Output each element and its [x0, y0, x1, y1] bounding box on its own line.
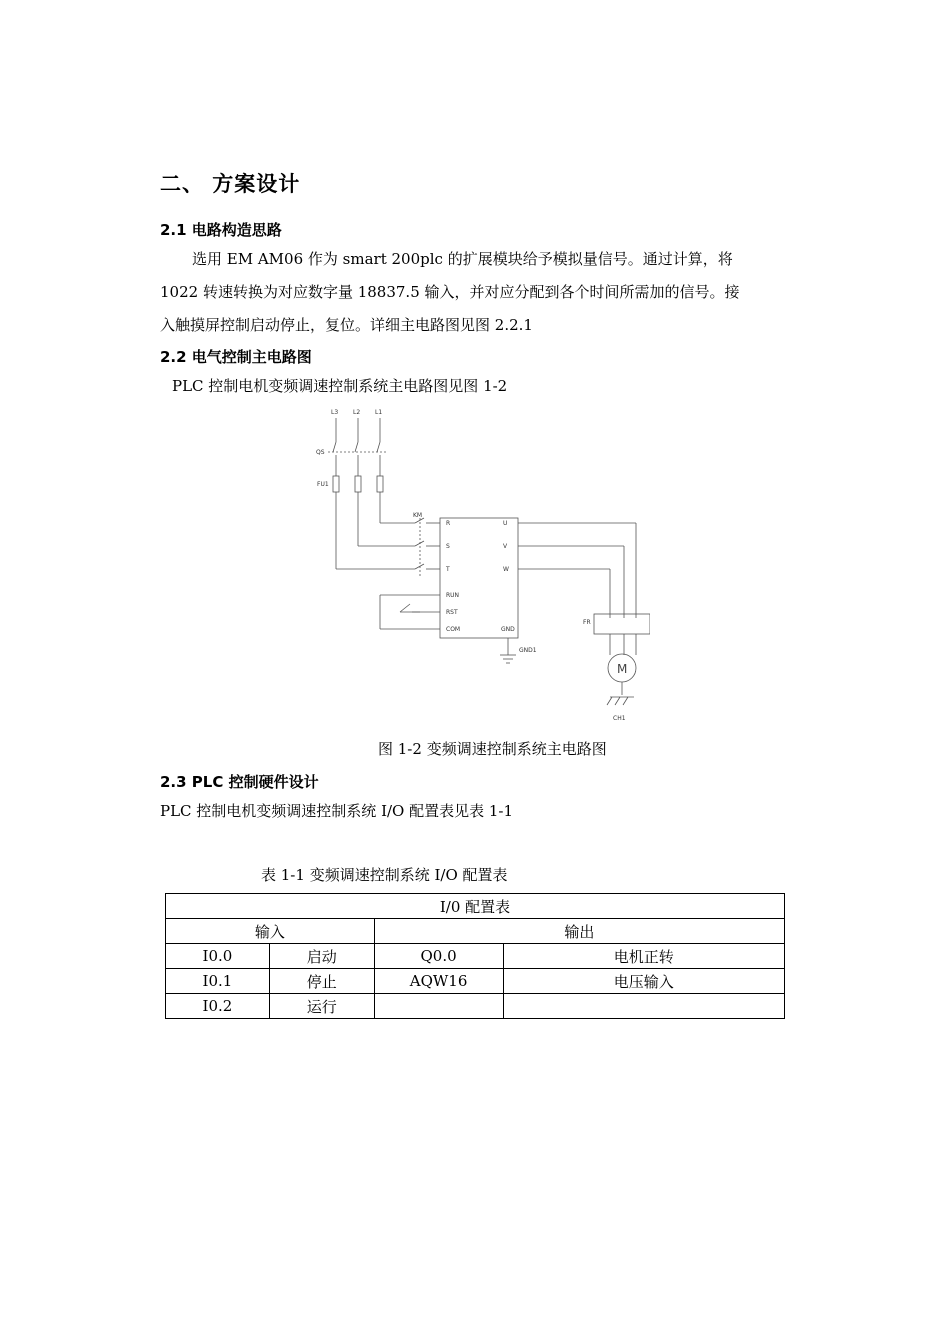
input-name: 停止	[269, 969, 374, 994]
fr-label: FR	[583, 619, 591, 626]
paragraph-line-2: 1022 转速转换为对应数字量 18837.5 输入，并对应分配到各个时间所需加的信号。接	[160, 283, 740, 301]
heading-2-2: 2.2 电气控制主电路图	[160, 348, 312, 366]
output-header: 输出	[374, 919, 784, 944]
table-row	[166, 944, 785, 969]
term-u: U	[503, 520, 508, 527]
output-address	[374, 994, 503, 1019]
table-row	[166, 994, 785, 1019]
table-title-row	[166, 894, 785, 919]
term-gnd: GND	[501, 626, 515, 633]
term-r: R	[446, 520, 451, 527]
term-com: COM	[446, 626, 461, 633]
term-run: RUN	[446, 592, 460, 599]
paragraph-line-1: 选用 EM AM06 作为 smart 200plc 的扩展模块给予模拟量信号。通过计算，将	[192, 250, 733, 268]
heading-2-1: 2.1 电路构造思路	[160, 221, 282, 239]
term-t: T	[446, 566, 450, 573]
output-address: AQW16	[374, 969, 503, 994]
qs-label: QS	[316, 449, 325, 456]
table-header-row	[166, 919, 785, 944]
output-name	[503, 994, 785, 1019]
section-title: 二、 方案设计	[160, 172, 301, 196]
figure-intro: PLC 控制电机变频调速控制系统主电路图见图 1-2	[172, 377, 508, 395]
heading-2-3: 2.3 PLC 控制硬件设计	[160, 773, 319, 791]
phase-label-l2: L2	[353, 409, 361, 416]
input-address: I0.2	[166, 994, 270, 1019]
output-name: 电压输入	[503, 969, 785, 994]
phase-label-l3: L3	[331, 409, 339, 416]
input-name: 运行	[269, 994, 374, 1019]
figure-caption: 图 1-2 变频调速控制系统主电路图	[378, 740, 607, 758]
input-header: 输入	[166, 919, 375, 944]
table-title: I/0 配置表	[166, 894, 785, 919]
table-caption: 表 1-1 变频调速控制系统 I/O 配置表	[261, 866, 508, 884]
output-name: 电机正转	[503, 944, 785, 969]
io-config-table	[165, 893, 785, 1019]
motor-label: M	[617, 662, 628, 676]
km-label: KM	[413, 512, 423, 519]
table-intro: PLC 控制电机变频调速控制系统 I/O 配置表见表 1-1	[160, 802, 514, 820]
phase-label-l1: L1	[375, 409, 383, 416]
table-row	[166, 969, 785, 994]
paragraph-line-3: 入触摸屏控制启动停止，复位。详细主电路图见图 2.2.1	[160, 316, 533, 334]
output-address: Q0.0	[374, 944, 503, 969]
term-w: W	[503, 566, 509, 573]
input-address: I0.0	[166, 944, 270, 969]
motor-ground-label: CH1	[613, 715, 626, 722]
term-v: V	[503, 543, 508, 550]
term-rst: RST	[446, 609, 458, 616]
term-s: S	[446, 543, 450, 550]
main-circuit-diagram	[300, 400, 650, 725]
gnd1-label: GND1	[519, 647, 537, 654]
fu-label: FU1	[317, 481, 329, 488]
input-name: 启动	[269, 944, 374, 969]
input-address: I0.1	[166, 969, 270, 994]
